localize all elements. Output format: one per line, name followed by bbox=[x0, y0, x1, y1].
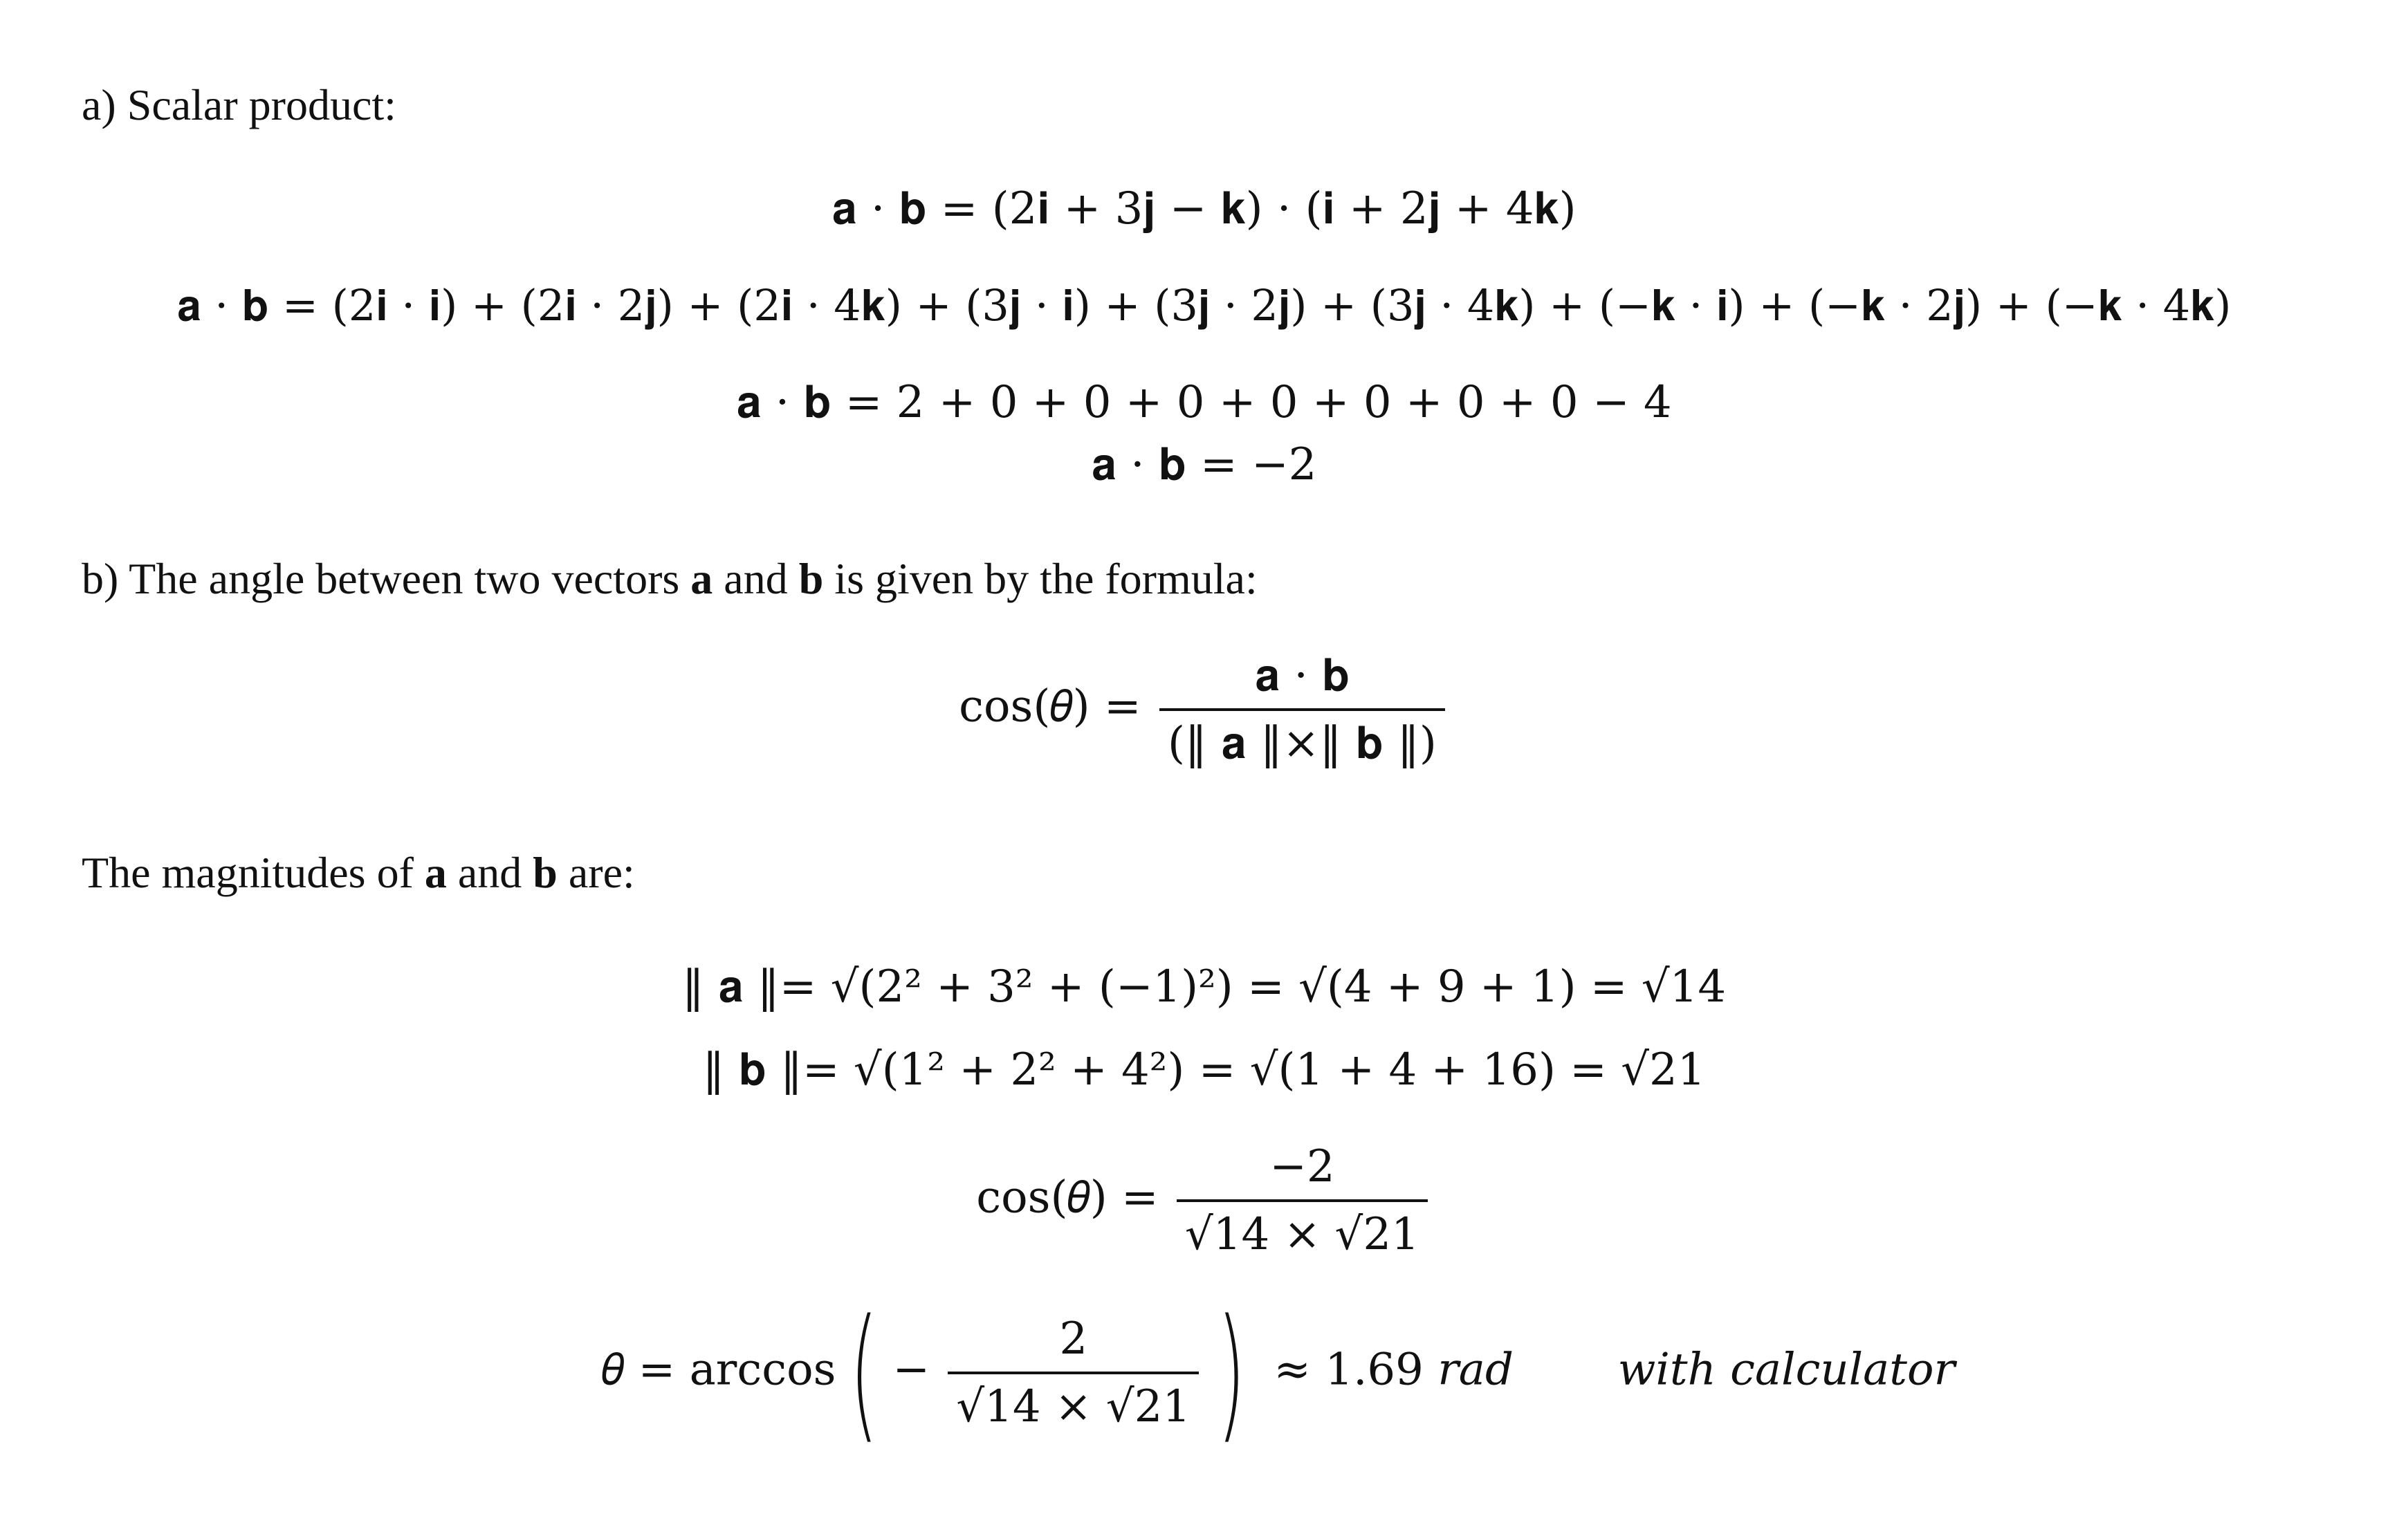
cos-theta-fraction bbox=[1177, 1141, 1428, 1260]
theta-fraction bbox=[948, 1313, 1199, 1432]
angle-formula-fraction bbox=[1159, 650, 1445, 769]
cos-theta-numerator: −2 bbox=[1269, 1141, 1335, 1192]
part-b-heading-post: is given by the formula: bbox=[823, 554, 1258, 603]
magnitudes-intro bbox=[82, 847, 635, 898]
magnitudes-vector-a: a bbox=[424, 848, 447, 897]
angle-formula-numerator: 𝐚 · 𝐛 bbox=[1254, 650, 1350, 701]
right-paren: ) bbox=[1217, 1288, 1246, 1457]
equation-dot-product-terms: 𝐚 · 𝐛 = 2 + 0 + 0 + 0 + 0 + 0 + 0 + 0 − 4 bbox=[736, 377, 1672, 428]
cos-theta-equation bbox=[0, 1141, 2408, 1260]
theta-note: with calculator bbox=[1617, 1344, 1956, 1396]
magnitudes-pre: The magnitudes of bbox=[82, 848, 425, 897]
magnitudes-vector-b: b bbox=[533, 848, 558, 897]
theta-numerator: 2 bbox=[1059, 1313, 1088, 1365]
angle-formula bbox=[0, 650, 2408, 769]
left-paren: ( bbox=[849, 1288, 879, 1457]
part-a-heading: a) Scalar product: bbox=[82, 80, 396, 129]
part-b-heading-vector-b: b bbox=[798, 554, 824, 603]
magnitude-a-equation: ‖ 𝐚 ‖= √(2² + 3² + (−1)²) = √(4 + 9 + 1) = √14 bbox=[681, 961, 1727, 1013]
equation-dot-product-result: 𝐚 · 𝐛 = −2 bbox=[1091, 439, 1317, 490]
equation-dot-product-distribute: 𝐚 · 𝐛 = (2𝐢 · 𝐢) + (2𝐢 · 2𝐣) + (2𝐢 · 4𝐤) + (3𝐣 · 𝐢) + (3𝐣 · 2𝐣) + (3𝐣 · 4𝐤) + (−𝐤 · 𝐢) + (−𝐤 · 2𝐣) + (−𝐤 · 4𝐤) bbox=[176, 280, 2232, 331]
part-b-heading bbox=[82, 553, 1258, 604]
magnitudes-post: are: bbox=[557, 848, 635, 897]
part-b-heading-vector-a: a bbox=[690, 554, 713, 603]
theta-equation bbox=[602, 1288, 1956, 1457]
cos-theta-denominator: √14 × √21 bbox=[1177, 1199, 1428, 1260]
theta-lhs: 𝜃 = arccos bbox=[602, 1344, 836, 1396]
theta-denominator: √14 × √21 bbox=[948, 1372, 1199, 1432]
theta-result: ≈ 1.69 𝑟𝑎𝑑 bbox=[1274, 1344, 1514, 1396]
angle-formula-denominator: (‖ 𝐚 ‖×‖ 𝐛 ‖) bbox=[1159, 708, 1445, 769]
angle-formula-lhs: cos(𝜃) = bbox=[959, 681, 1141, 732]
part-b-heading-mid: and bbox=[713, 554, 799, 603]
magnitudes-mid: and bbox=[446, 848, 533, 897]
part-b-heading-pre: b) The angle between two vectors bbox=[82, 554, 691, 603]
equation-dot-product-expand: 𝐚 · 𝐛 = (2𝐢 + 3𝐣 − 𝐤) · (𝐢 + 2𝐣 + 4𝐤) bbox=[831, 183, 1577, 234]
magnitude-b-equation: ‖ 𝐛 ‖= √(1² + 2² + 4²) = √(1 + 4 + 16) = √21 bbox=[702, 1044, 1706, 1096]
cos-theta-lhs: cos(𝜃) = bbox=[976, 1172, 1159, 1224]
theta-minus: − bbox=[892, 1344, 930, 1396]
